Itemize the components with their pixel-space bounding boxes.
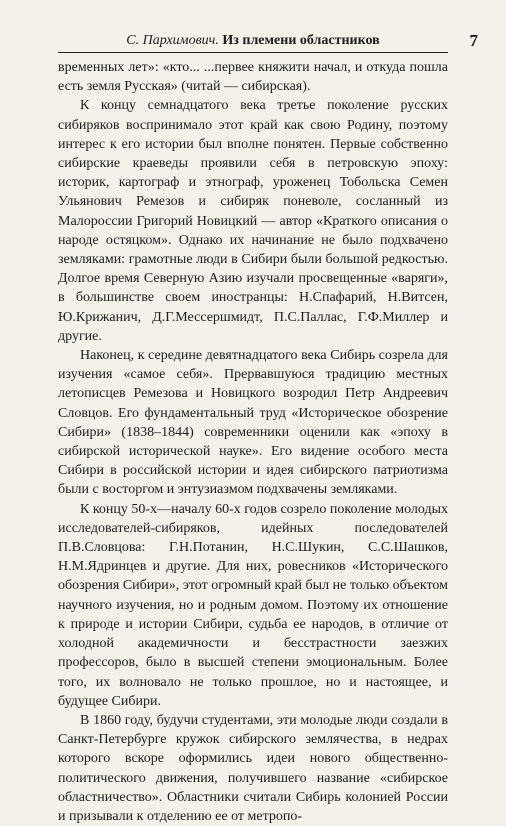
page-header	[58, 30, 478, 53]
paragraph-3: Наконец, к середине девятнадцатого века Сибирь созрела для изучения «самое себя». Прервавшуюся традицию местных летописцев Ремезова и Новицкого возродил Петр Андреевич Словцов. Его фундаментальный труд «Историческое обозрение Сибири» (1838–1844) современники оценили как «эпоху в сибирской исторической науке». Его видение особого места Сибири в российской истории и идея сибирского патриотизма были с восторгом и энтузиазмом подхвачены земляками.	[58, 348, 448, 498]
header-title: Из племени областников	[222, 33, 380, 48]
paragraph-2: К концу семнадцатого века третье поколение русских сибиряков воспринимало этот край как свою Родину, поэтому интерес к его истории был вполне понятен. Первые собственно сибирские краеведы проявили себя в петровскую эпоху: историк, картограф и этнограф, уроженец Тобольска Семен Ульянович Ремезов и сибиряк поневоле, сосланный из Малороссии Григорий Новицкий — автор «Краткого описания о народе остяцком». Однако их начинание не было подхвачено земляками: грамотные люди в Сибири были большой редкостью. Долгое время Северную Азию изучали просвещенные «варяги», в большинстве своем иностранцы: Н.Спафарий, Н.Витсен, Ю.Крижанич, Д.Г.Мессершмидт, П.С.Паллас, Г.Ф.Миллер и другие.	[58, 98, 448, 344]
body-text	[58, 58, 448, 826]
running-head	[58, 32, 448, 52]
paragraph-4: К концу 50-х—началу 60-х годов созрело поколение молодых исследователей-сибиряков, идейных последователей П.В.Словцова: Г.Н.Потанин, Н.С.Шукин, С.С.Шашков, Н.М.Ядринцев и другие. Для них, ровесников «Исторического обозрения Сибири», этот огромный край был не только объектом научного изучения, но и родным домом. Поэтому их отношение к природе и истории Сибири, судьба ее народов, в отличие от холодной академичности и бесстрастности заезжих профессоров, было в высшей степени эмоциональным. Более того, их волновало не только прошлое, но и настоящее, и будущее Сибири.	[58, 501, 448, 709]
paragraph-5: В 1860 году, будучи студентами, эти молодые люди создали в Санкт-Петербурге кружок сибирского землячества, в недрах которого вскоре оформились идеи нового общественно-политического движения, получившего название «сибирское областничество». Областники считали Сибирь колонией России и призывали к отделению ее от метропо-	[58, 712, 448, 824]
header-author: С. Пархимович.	[126, 33, 219, 48]
paragraph-1: временных лет»: «кто... ...первее княжити начал, и откуда пошла есть земля Русская» (читай — сибирская).	[58, 60, 448, 95]
page-number: 7	[469, 31, 478, 50]
